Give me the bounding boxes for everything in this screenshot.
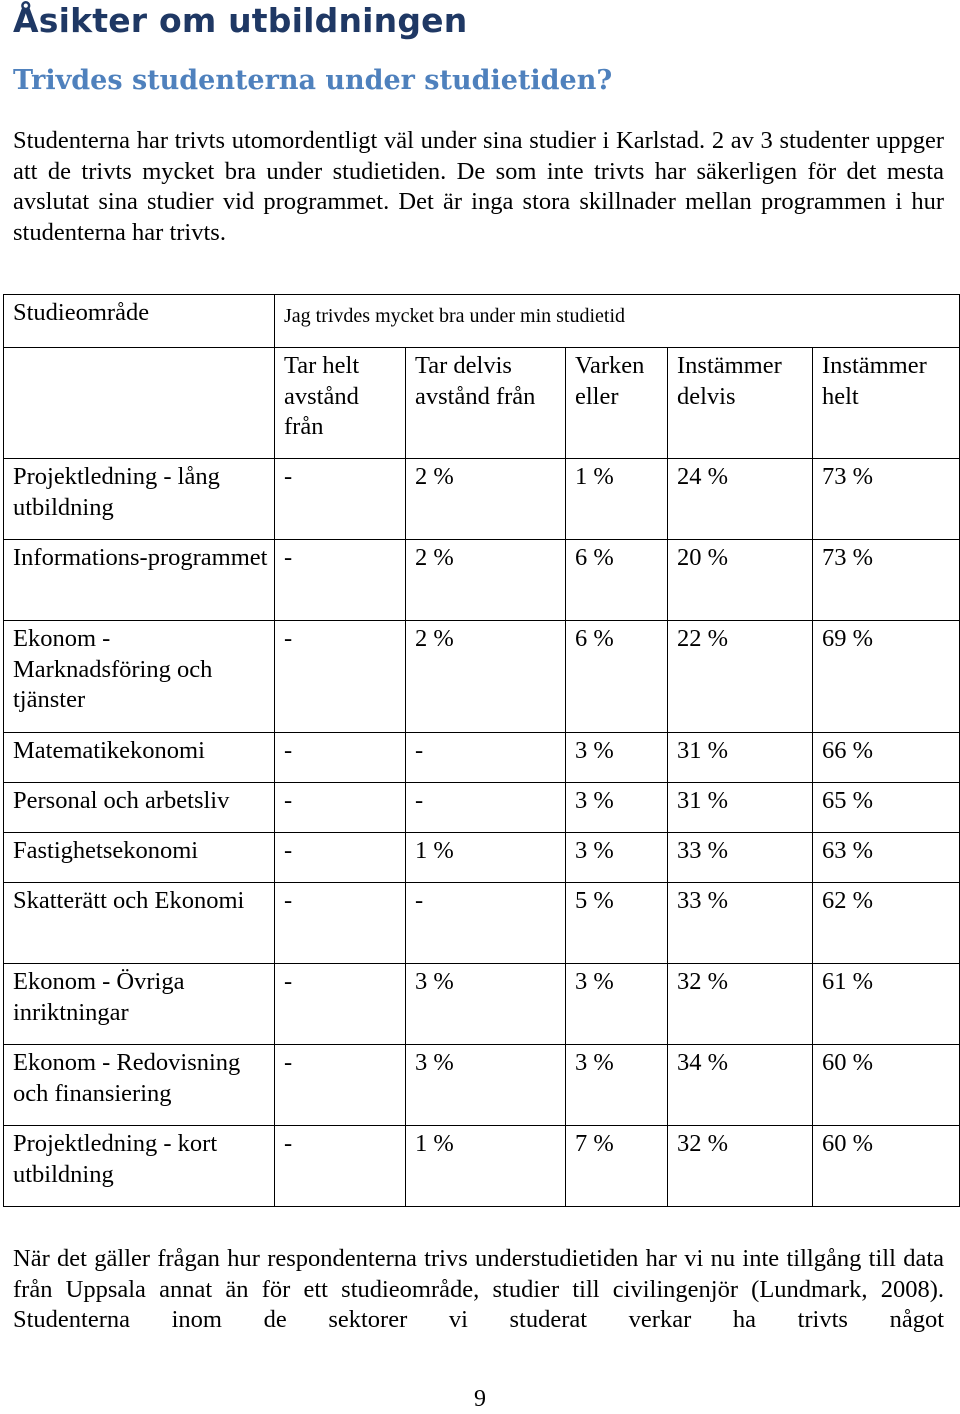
value-cell: 32 % <box>668 1126 813 1207</box>
column-header: Instämmer delvis <box>668 348 813 459</box>
table-row <box>4 733 960 783</box>
value-cell: 32 % <box>668 964 813 1045</box>
value-cell: - <box>275 1045 406 1126</box>
table-header-row <box>4 295 960 348</box>
value-cell: 33 % <box>668 883 813 964</box>
area-cell: Ekonom - Övriga inriktningar <box>4 964 275 1045</box>
value-cell: 3 % <box>566 783 668 833</box>
value-cell: 5 % <box>566 883 668 964</box>
table-row <box>4 783 960 833</box>
area-cell: Projektledning - lång utbildning <box>4 459 275 540</box>
empty-header-cell <box>4 348 275 459</box>
value-cell: 31 % <box>668 783 813 833</box>
value-cell: 3 % <box>566 833 668 883</box>
value-cell: 3 % <box>566 1045 668 1126</box>
value-cell: 22 % <box>668 621 813 733</box>
value-cell: 63 % <box>813 833 960 883</box>
value-cell: 3 % <box>566 733 668 783</box>
question-header-cell: Jag trivdes mycket bra under min studietid <box>275 295 960 348</box>
value-cell: - <box>275 621 406 733</box>
table-row <box>4 833 960 883</box>
value-cell: 69 % <box>813 621 960 733</box>
value-cell: 1 % <box>566 459 668 540</box>
value-cell: 33 % <box>668 833 813 883</box>
table-row <box>4 1045 960 1126</box>
value-cell: - <box>275 833 406 883</box>
table-row <box>4 459 960 540</box>
area-cell: Informations-programmet <box>4 540 275 621</box>
outro-paragraph: När det gäller frågan hur respondenterna trivs understudietiden har vi nu inte tillgång till data från Uppsala annat än för ett studieområde, studier till civilingenjör (Lundmark, 2008). Studenterna inom de sektorer vi studerat verkar ha trivts något <box>13 1245 944 1334</box>
column-header-row <box>4 348 960 459</box>
value-cell: 6 % <box>566 540 668 621</box>
value-cell: 7 % <box>566 1126 668 1207</box>
area-cell: Ekonom - Redovisning och finansiering <box>4 1045 275 1126</box>
table-row <box>4 621 960 733</box>
value-cell: 3 % <box>566 964 668 1045</box>
area-cell: Personal och arbetsliv <box>4 783 275 833</box>
corner-header-cell: Studieområde <box>4 295 275 348</box>
value-cell: - <box>275 883 406 964</box>
table-row <box>4 540 960 621</box>
section-heading: Trivdes studenterna under studietiden? <box>13 65 613 96</box>
table-row <box>4 1126 960 1207</box>
value-cell: 73 % <box>813 459 960 540</box>
value-cell: 1 % <box>406 833 566 883</box>
column-header: Tar helt avstånd från <box>275 348 406 459</box>
value-cell: 2 % <box>406 621 566 733</box>
value-cell: 62 % <box>813 883 960 964</box>
value-cell: 24 % <box>668 459 813 540</box>
value-cell: - <box>406 883 566 964</box>
value-cell: 20 % <box>668 540 813 621</box>
value-cell: 1 % <box>406 1126 566 1207</box>
area-cell: Projektledning - kort utbildning <box>4 1126 275 1207</box>
value-cell: - <box>275 964 406 1045</box>
value-cell: 60 % <box>813 1126 960 1207</box>
value-cell: - <box>275 783 406 833</box>
column-header: Varken eller <box>566 348 668 459</box>
value-cell: - <box>406 783 566 833</box>
table-row <box>4 964 960 1045</box>
satisfaction-table <box>3 294 960 1207</box>
area-cell: Ekonom - Marknadsföring och tjänster <box>4 621 275 733</box>
value-cell: - <box>406 733 566 783</box>
value-cell: 3 % <box>406 964 566 1045</box>
value-cell: 73 % <box>813 540 960 621</box>
value-cell: 34 % <box>668 1045 813 1126</box>
column-header: Tar delvis avstånd från <box>406 348 566 459</box>
value-cell: - <box>275 459 406 540</box>
value-cell: - <box>275 540 406 621</box>
page-heading: Åsikter om utbildningen <box>13 1 468 40</box>
value-cell: 60 % <box>813 1045 960 1126</box>
value-cell: 2 % <box>406 459 566 540</box>
table-row <box>4 883 960 964</box>
area-cell: Fastighetsekonomi <box>4 833 275 883</box>
value-cell: - <box>275 1126 406 1207</box>
value-cell: - <box>275 733 406 783</box>
column-header: Instämmer helt <box>813 348 960 459</box>
value-cell: 2 % <box>406 540 566 621</box>
area-cell: Matematikekonomi <box>4 733 275 783</box>
value-cell: 65 % <box>813 783 960 833</box>
value-cell: 3 % <box>406 1045 566 1126</box>
area-cell: Skatterätt och Ekonomi <box>4 883 275 964</box>
value-cell: 6 % <box>566 621 668 733</box>
value-cell: 66 % <box>813 733 960 783</box>
intro-paragraph: Studenterna har trivts utomordentligt väl under sina studier i Karlstad. 2 av 3 studenter uppger att de trivts mycket bra under studietiden. De som inte trivts har säkerligen för det mesta avslutat sina studier vid programmet. Det är inga stora skillnader mellan programmen i hur studenterna har trivts. <box>13 127 944 246</box>
value-cell: 61 % <box>813 964 960 1045</box>
page-number: 9 <box>474 1386 486 1412</box>
value-cell: 31 % <box>668 733 813 783</box>
